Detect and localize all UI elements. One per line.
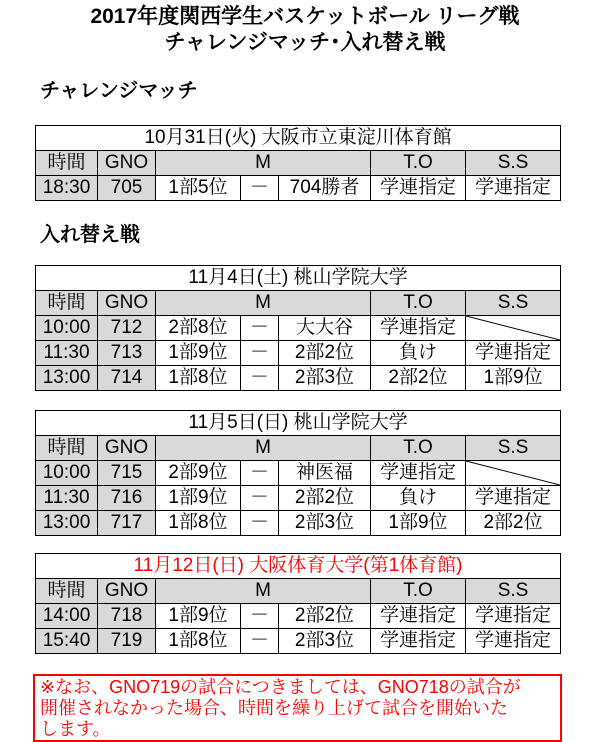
team-a-cell: 1部8位 — [156, 366, 241, 391]
team-b-cell: 704勝者 — [279, 176, 371, 201]
team-a-cell: 1部9位 — [156, 486, 241, 511]
team-a-cell: 1部8位 — [156, 629, 241, 654]
document-title: 2017年度関西学生バスケットボール リーグ戦 — [90, 5, 520, 28]
date-venue-row — [36, 266, 561, 291]
col-header-gno: GNO — [98, 291, 156, 316]
vs-dash: － — [241, 629, 279, 654]
team-a-cell: 1部9位 — [156, 341, 241, 366]
col-header-time: 時間 — [36, 436, 98, 461]
to-cell: 学連指定 — [371, 629, 466, 654]
time-cell: 13:00 — [36, 511, 98, 536]
gno-cell: 713 — [98, 341, 156, 366]
date-venue-header: 11月12日(日) 大阪体育大学(第1体育館) — [36, 554, 561, 579]
team-a-cell: 1部9位 — [156, 604, 241, 629]
schedule-table-nov12 — [35, 553, 561, 654]
column-header-row — [36, 436, 561, 461]
team-b-cell: 2部3位 — [279, 366, 371, 391]
col-header-time: 時間 — [36, 151, 98, 176]
time-cell: 11:30 — [36, 341, 98, 366]
col-header-to: T.O — [371, 151, 466, 176]
col-header-ss: S.S — [466, 436, 561, 461]
column-header-row — [36, 151, 561, 176]
note-line: します。 — [40, 719, 111, 739]
vs-dash: － — [241, 341, 279, 366]
col-header-gno: GNO — [98, 579, 156, 604]
col-header-gno: GNO — [98, 151, 156, 176]
gno-cell: 705 — [98, 176, 156, 201]
note-box — [33, 674, 562, 742]
vs-dash: － — [241, 176, 279, 201]
team-a-cell: 2部8位 — [156, 316, 241, 341]
game-row — [36, 461, 561, 486]
to-cell: 負け — [371, 341, 466, 366]
vs-dash: － — [241, 366, 279, 391]
game-row — [36, 366, 561, 391]
team-b-cell: 2部3位 — [279, 511, 371, 536]
to-cell: 1部9位 — [371, 511, 466, 536]
col-header-to: T.O — [371, 291, 466, 316]
schedule-table-nov5 — [35, 410, 561, 536]
ss-cell: 学連指定 — [466, 629, 561, 654]
col-header-gno: GNO — [98, 436, 156, 461]
gno-cell: 712 — [98, 316, 156, 341]
to-cell: 学連指定 — [371, 316, 466, 341]
time-cell: 15:40 — [36, 629, 98, 654]
schedule-table-nov4 — [35, 265, 561, 391]
team-a-cell: 1部8位 — [156, 511, 241, 536]
col-header-match: M — [156, 579, 371, 604]
diagonal-slash-line — [466, 461, 560, 485]
col-header-to: T.O — [371, 436, 466, 461]
team-a-cell: 2部9位 — [156, 461, 241, 486]
ss-cell: 2部2位 — [466, 511, 561, 536]
game-row — [36, 316, 561, 341]
column-header-row — [36, 579, 561, 604]
date-venue-row — [36, 554, 561, 579]
game-row — [36, 604, 561, 629]
ss-cell: 学連指定 — [466, 176, 561, 201]
to-cell: 負け — [371, 486, 466, 511]
game-row — [36, 629, 561, 654]
team-b-cell: 2部2位 — [279, 341, 371, 366]
team-b-cell: 神医福 — [279, 461, 371, 486]
time-cell: 14:00 — [36, 604, 98, 629]
team-a-cell: 1部5位 — [156, 176, 241, 201]
ss-cell: 学連指定 — [466, 604, 561, 629]
game-row — [36, 341, 561, 366]
col-header-match: M — [156, 291, 371, 316]
team-b-cell: 2部2位 — [279, 604, 371, 629]
note-line: 開催されなかった場合、時間を繰り上げて試合を開始いた — [40, 698, 508, 718]
game-row — [36, 486, 561, 511]
time-cell: 18:30 — [36, 176, 98, 201]
col-header-time: 時間 — [36, 579, 98, 604]
game-row — [36, 511, 561, 536]
to-cell: 学連指定 — [371, 176, 466, 201]
team-b-cell: 2部2位 — [279, 486, 371, 511]
gno-cell: 715 — [98, 461, 156, 486]
col-header-to: T.O — [371, 579, 466, 604]
section-heading-replacement: 入れ替え戦 — [40, 224, 140, 246]
diagonal-slash — [466, 316, 560, 340]
col-header-ss: S.S — [466, 579, 561, 604]
col-header-ss: S.S — [466, 151, 561, 176]
col-header-time: 時間 — [36, 291, 98, 316]
section-heading-challenge: チャレンジマッチ — [40, 80, 198, 102]
ss-cell: 学連指定 — [466, 341, 561, 366]
to-cell: 学連指定 — [371, 604, 466, 629]
gno-cell: 718 — [98, 604, 156, 629]
vs-dash: － — [241, 511, 279, 536]
vs-dash: － — [241, 486, 279, 511]
to-cell: 2部2位 — [371, 366, 466, 391]
game-row — [36, 176, 561, 201]
col-header-ss: S.S — [466, 291, 561, 316]
time-cell: 10:00 — [36, 316, 98, 341]
vs-dash: － — [241, 461, 279, 486]
ss-cell-struck-out — [466, 461, 561, 486]
gno-cell: 714 — [98, 366, 156, 391]
date-venue-row — [36, 411, 561, 436]
schedule-table-oct31 — [35, 125, 561, 201]
team-b-cell: 2部3位 — [279, 629, 371, 654]
ss-cell: 1部9位 — [466, 366, 561, 391]
vs-dash: － — [241, 604, 279, 629]
date-venue-header: 11月5日(日) 桃山学院大学 — [36, 411, 561, 436]
diagonal-slash — [466, 461, 560, 485]
ss-cell-struck-out — [466, 316, 561, 341]
col-header-match: M — [156, 436, 371, 461]
note-line: ※なお、GNO719の試合につきましては、GNO718の試合が — [40, 677, 521, 697]
gno-cell: 719 — [98, 629, 156, 654]
date-venue-header: 11月4日(土) 桃山学院大学 — [36, 266, 561, 291]
ss-cell: 学連指定 — [466, 486, 561, 511]
gno-cell: 716 — [98, 486, 156, 511]
to-cell: 学連指定 — [371, 461, 466, 486]
date-venue-header: 10月31日(火) 大阪市立東淀川体育館 — [36, 126, 561, 151]
time-cell: 13:00 — [36, 366, 98, 391]
vs-dash: － — [241, 316, 279, 341]
gno-cell: 717 — [98, 511, 156, 536]
diagonal-slash-line — [466, 316, 560, 340]
col-header-match: M — [156, 151, 371, 176]
date-venue-row — [36, 126, 561, 151]
time-cell: 10:00 — [36, 461, 98, 486]
document-subtitle: チャレンジマッチ･入れ替え戦 — [164, 31, 446, 54]
column-header-row — [36, 291, 561, 316]
team-b-cell: 大大谷 — [279, 316, 371, 341]
time-cell: 11:30 — [36, 486, 98, 511]
